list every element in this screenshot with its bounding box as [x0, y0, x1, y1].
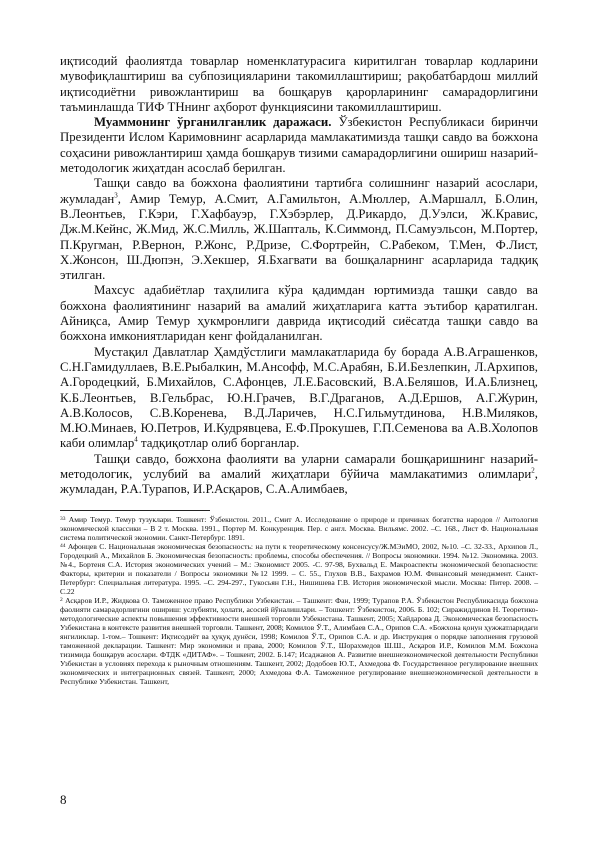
footnote-number: 44 — [60, 542, 66, 549]
footnote-separator — [60, 510, 210, 511]
page-body — [60, 54, 538, 686]
paragraph-national-scholars — [60, 452, 538, 498]
footnote-text: Амир Темур. Темур тузуклари. Тошкент: Ўзбекистон. 2011., Смит А. Исследование о природе и причинах богатства народов // Антология экономической классики – В 2 т. Москва. 1991., Портер М. Конкуренция. Пер. с англ. Москва. Вильямс. 2002. –С. 168., Лист Ф. Национальная система политической экономии. Санкт-Петербург. 1891. — [60, 514, 538, 542]
paragraph-literature-analysis — [60, 283, 538, 344]
footnote — [60, 515, 538, 542]
paragraph-text: , Амир Темур, А.Смит, А.Гамильтон, А.Мюллер, А.Маршалл, Б.Олин, В.Леонтьев, Г.Кэри, Г.Хафбауэр, Г.Хэбэрлер, Д.Рикардо, Д.Уэлси, Ж.Кравис, Дж.М.Кейнс, Ж.Мид, Ж.С.Милль, Ж.Шапталь, К.Симмонд, П.Самуэльсон, М.Портер, П.Кругман, Р.Вернон, Р.Жонс, Р.Дризе, С.Фортрейн, С.Рабеком, Т.Мен, Ф.Лист, Х.Жонсон, Ш.Дюпэн, Э.Хекшер, Я.Бхагвати ва бошқаларнинг асарларида тадқиқ этилган. — [60, 191, 538, 283]
paragraph-research-degree — [60, 115, 538, 176]
footnote — [60, 596, 538, 686]
paragraph-cis-scholars — [60, 345, 538, 452]
page-number: 8 — [60, 792, 67, 807]
footnote-ref[interactable]: 3 — [114, 191, 118, 200]
paragraph-text: , жумладан, Р.А.Турапов, И.Р.Асқаров, С.А.Алимбаев, — [60, 467, 538, 497]
paragraph-text: Мустақил Давлатлар Ҳамдўстлиги мамлакатларида бу борада А.В.Аграшенков, С.Н.Гамидуллаев, В.Е.Рыбалкин, М.Ансофф, М.С.Арабян, Б.И.Безлепкин, Л.Архипов, А.Городецкий, Б.Михайлов, С.Афонцев, Л.Е.Басовский, В.А.Беляшов, И.А.Близнец, К.Б.Леонтьев, В.Гельбрас, Ю.Н.Грачев, В.Г.Драганов, А.Д.Ершов, А.Г.Журин, А.В.Колосов, С.В.Коренева, В.Д.Ларичев, Н.С.Гильмутдинова, Н.В.Миляков, М.Ю.Минаев, Ю.Петров, И.Кудрявцева, Е.Ф.Прокушев, Г.П.Семенова ва А.В.Холопов каби олимлар — [60, 344, 538, 451]
paragraph-text: Ўзбекистон Республикаси биринчи Президенти Ислом Каримовнинг асарларида мамлакатимизда ташқи савдо ва божхона соҳасини ривожлантириш ҳамда бошқарув тизими самарадорлигини ошириш назарий-методологик жиҳатдан асослаб берилган. — [60, 115, 538, 176]
paragraph-text: Ташқи савдо, божхона фаолияти ва уларни самарали бошқаришнинг назарий-методологик, услубий ва амалий жиҳатлари бўйича мамлакатимиз олимлари — [60, 451, 538, 482]
footnote-number: 2 — [60, 596, 63, 603]
footnote-ref[interactable]: 2 — [531, 466, 535, 475]
footnote-ref[interactable]: 4 — [134, 436, 138, 445]
paragraph-text: иқтисодий фаолиятда товарлар номенклатурасига киритилган товарлар кодларини мувофиқлаштириш ва субпозицияларини такомиллаштириш; рақобатбардош миллий иқтисодиётни ривожлантириш ва бошқарув қарорларининг самарадорлигини таъминлашда ТИФ ТНнинг аҳборот функциясини такомиллаштириш. — [60, 54, 538, 114]
footnotes — [60, 515, 538, 686]
paragraph-text: тадқиқотлар олиб борганлар. — [137, 436, 300, 451]
paragraph-text: Махсус адабиётлар таҳлилига кўра қадимдан юртимизда ташқи савдо ва божхона фаолиятининг назарий ва амалий жиҳатларига катта эътибор қаратилган. Айниқса, Амир Темур ҳукмронлиги даврида иқтисодий сиёсатда ташқи савдо ва божхона имкониятларидан кенг фойдаланилган. — [60, 283, 538, 344]
paragraph-text: Ташқи савдо ва божхона фаолиятини тартибга солишнинг назарий асослари, жумладан — [60, 176, 538, 206]
paragraph-intro — [60, 54, 538, 115]
footnote-text: Афонцев С. Национальная экономическая безопасность: на пути к теоретическому консенсусу/Ж.МЭиМО, 2002, №10. –С. 32-33., Архипов Л., Городецкий А., Михайлов Б. Экономическая безопасность: проблемы, способы обеспечения. // Вопросы экономики. 1994. №12. Экономика. 2003. №4., Бортеня С.А. История экономических учений – М.: Экономист 2005. -С. 97-98, Бухвальд Е. Макроаспекты экономической безопасности: Факторы, критерии и показатели / Вопросы экономики №12 1999. – С. 55., Глухов В.В., Бахрамов Ю.М. Финансовый менеджмент. Санкт-Петербург: Специальная литература. 1995. –С. 294-297., Гукосьян Г.Н., Нишишева Г.В. История экономической мысли. Москва: Питер. 2008. –С.22 — [60, 541, 538, 596]
footnote-number: 33 — [60, 515, 66, 522]
paragraph-theoretical-foundations — [60, 176, 538, 283]
footnote — [60, 542, 538, 596]
footnote-text: Асқаров И.Р., Жидкова О. Таможенное право Республики Узбекистан. – Ташкент: Фан, 1999; Турапов Р.А. Ўзбекистон Республикасида божхона фаолияти самарадорлигини ошириш: услубияти, ҳолати, асосий йўналишлари. – Тошкент: Ўзбекистон, 2006. Б. 102; Сиражиддинов Н. Теоретико-методологические аспекты повышения эффективности внешней торговли Узбекистана. Ташкент, 2005; Хайдарова Д. Экономическая безопасность Узбекистана в контексте развития внешней торговли. Ташкент, 2008; Комилов Ў.Т., Алимбаев С.А., Орипов С.А. «Божхона қонун ҳужжатларидаги янгиликлар. 1-том.– Тошкент: Иқтисодиёт ва ҳуқуқ дунёси, 1998; Комилов Ў.Т., Орипов С.А. и др. Инструкция о порядке заполнения грузовой таможенной декларации. Ташкент: Мир экономики и права, 2000; Комилов Ў.Т., Шорахмедов Ш.Ш., Асқаров И.Р., Комилов М.М. Божхона тизимида бошқарув асослари. ФТДК «ДИТАФ». – Тошкент, 2002. Б.147; Исаджанов А. Развитие внешнеэкономической деятельности Республики Узбекистан в условиях перехода к рыночным отношениям. Ташкент, 2002; Додобоев Ю.Т., Ахмедова Ф. Государственное регулирование внешних экономических и интеграционных связей. Ташкент, 2000; Ахмедова Ф.А. Таможенное регулирование внешнеэкономической деятельности в Республике Узбекистан. Ташкент, — [60, 595, 538, 686]
paragraph-lead-heading: Муаммонинг ўрганилганлик даражаси. — [94, 115, 332, 130]
